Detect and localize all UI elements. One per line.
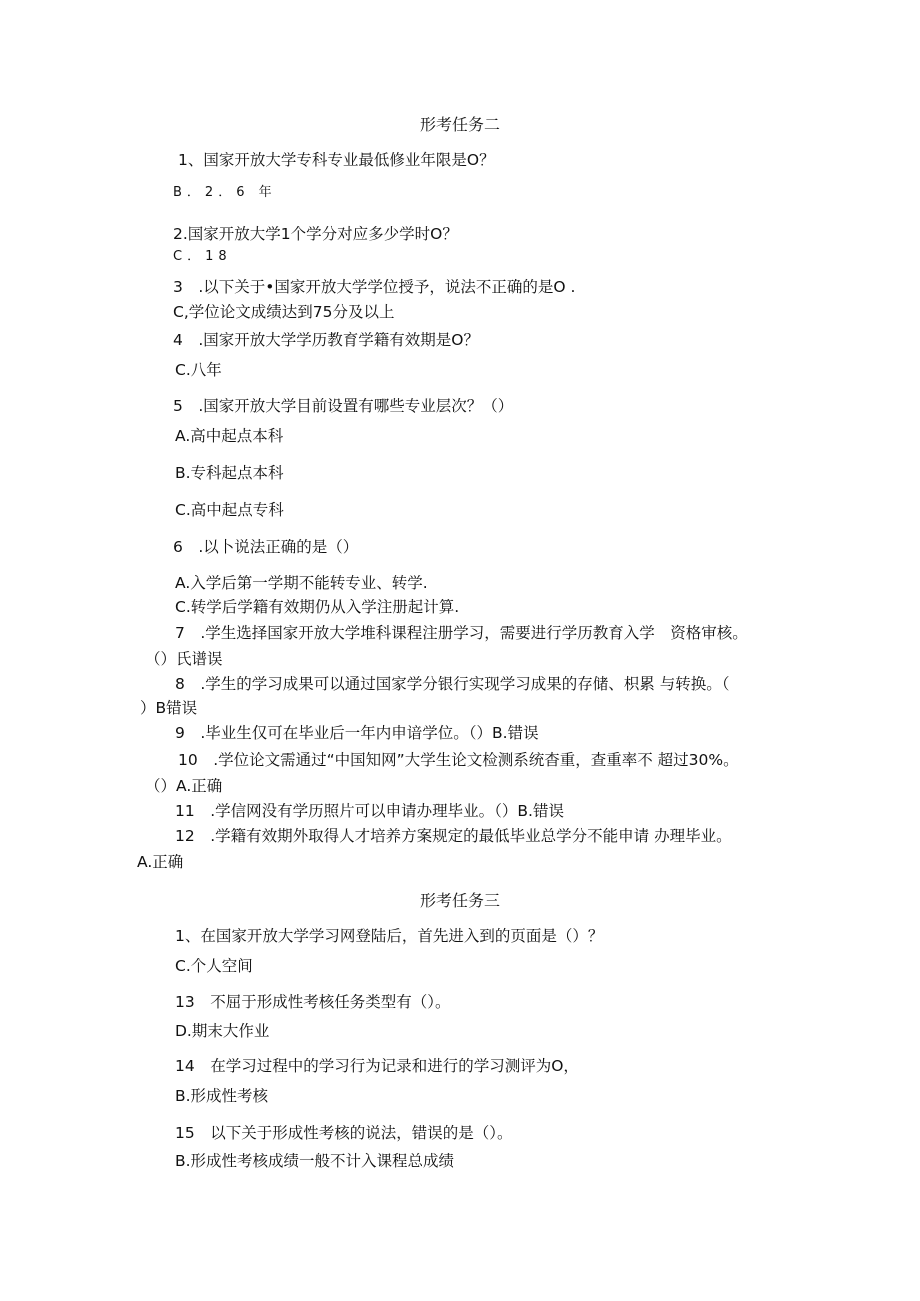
answer-line: A.高中起点本科 [175, 427, 284, 445]
question-line: 12 .学籍有效期外取得人才培养方案规定的最低毕业总学分不能申请 办理毕业。 [175, 827, 732, 845]
question-line: 8 .学生的学习成果可以通过国家学分银行实现学习成果的存储、枳累 与转换。（ [175, 675, 730, 693]
answer-line: （）氏谱误 [145, 650, 223, 668]
section-title-task-2: 形考任务二 [419, 115, 500, 134]
answer-line: B.形成性考核 [175, 1087, 269, 1105]
question-line: 13 不屈于形成性考核任务类型有（）。 [175, 993, 451, 1011]
question-line: 4 .国家开放大学学历教育学籍有效期是O？ [173, 331, 479, 349]
answer-line: B.形成性考核成绩一般不计入课程总成绩 [175, 1152, 455, 1170]
question-line: 3 .以下关于•国家开放大学学位授予，说法不正确的是O . [173, 278, 576, 296]
section-title-task-3: 形考任务三 [419, 891, 500, 910]
question-line: 15 以下关于形成性考核的说法，错误的是（）。 [175, 1124, 513, 1142]
question-line: 2.国家开放大学1个学分对应多少学时O？ [173, 225, 458, 243]
answer-line: C．18 [173, 249, 232, 264]
question-line: 14 在学习过程中的学习行为记录和进行的学习测评为O， [175, 1057, 579, 1075]
answer-line: C.八年 [175, 361, 222, 379]
answer-line: C,学位论文成绩达到75分及以上 [173, 303, 395, 321]
answer-line: C.高中起点专科 [175, 501, 284, 519]
question-line: 5 .国家开放大学目前设置有哪些专业层次？（） [173, 397, 514, 415]
question-line: 1、国家开放大学专科专业最低修业年限是O？ [178, 151, 495, 169]
question-line: 11 .学信网没有学历照片可以申请办理毕业。（）B.错误 [175, 802, 564, 820]
answer-line: C.个人空间 [175, 957, 253, 975]
question-line: 6 .以卜说法正确的是（） [173, 538, 359, 556]
question-line: 1、在国家开放大学学习网登陆后，首先进入到的页面是（）？ [175, 927, 604, 945]
answer-line: B．2．6 年 [173, 185, 277, 200]
answer-line: （）A.正确 [145, 777, 223, 795]
answer-line: ）B错误 [140, 699, 198, 717]
answer-line: D.期末大作业 [175, 1022, 270, 1040]
answer-line: C.转学后学籍有效期仍从入学注册起计算. [175, 598, 460, 616]
question-line: 10 .学位论文需通过“中国知网”大学生论文检测系统杳重，查重率不 超过30%。 [178, 751, 739, 769]
question-line: 9 .毕业生仅可在毕业后一年内申谙学位。（）B.错误 [175, 724, 539, 742]
answer-line: A.正确 [137, 853, 184, 871]
answer-line: B.专科起点本科 [175, 464, 284, 482]
answer-line: A.入学后第一学期不能转专业、转学. [175, 574, 428, 592]
question-line: 7 .学生选择国家开放大学堆科课程注册学习，需要进行学历教育入学 资格审核。 [175, 624, 748, 642]
